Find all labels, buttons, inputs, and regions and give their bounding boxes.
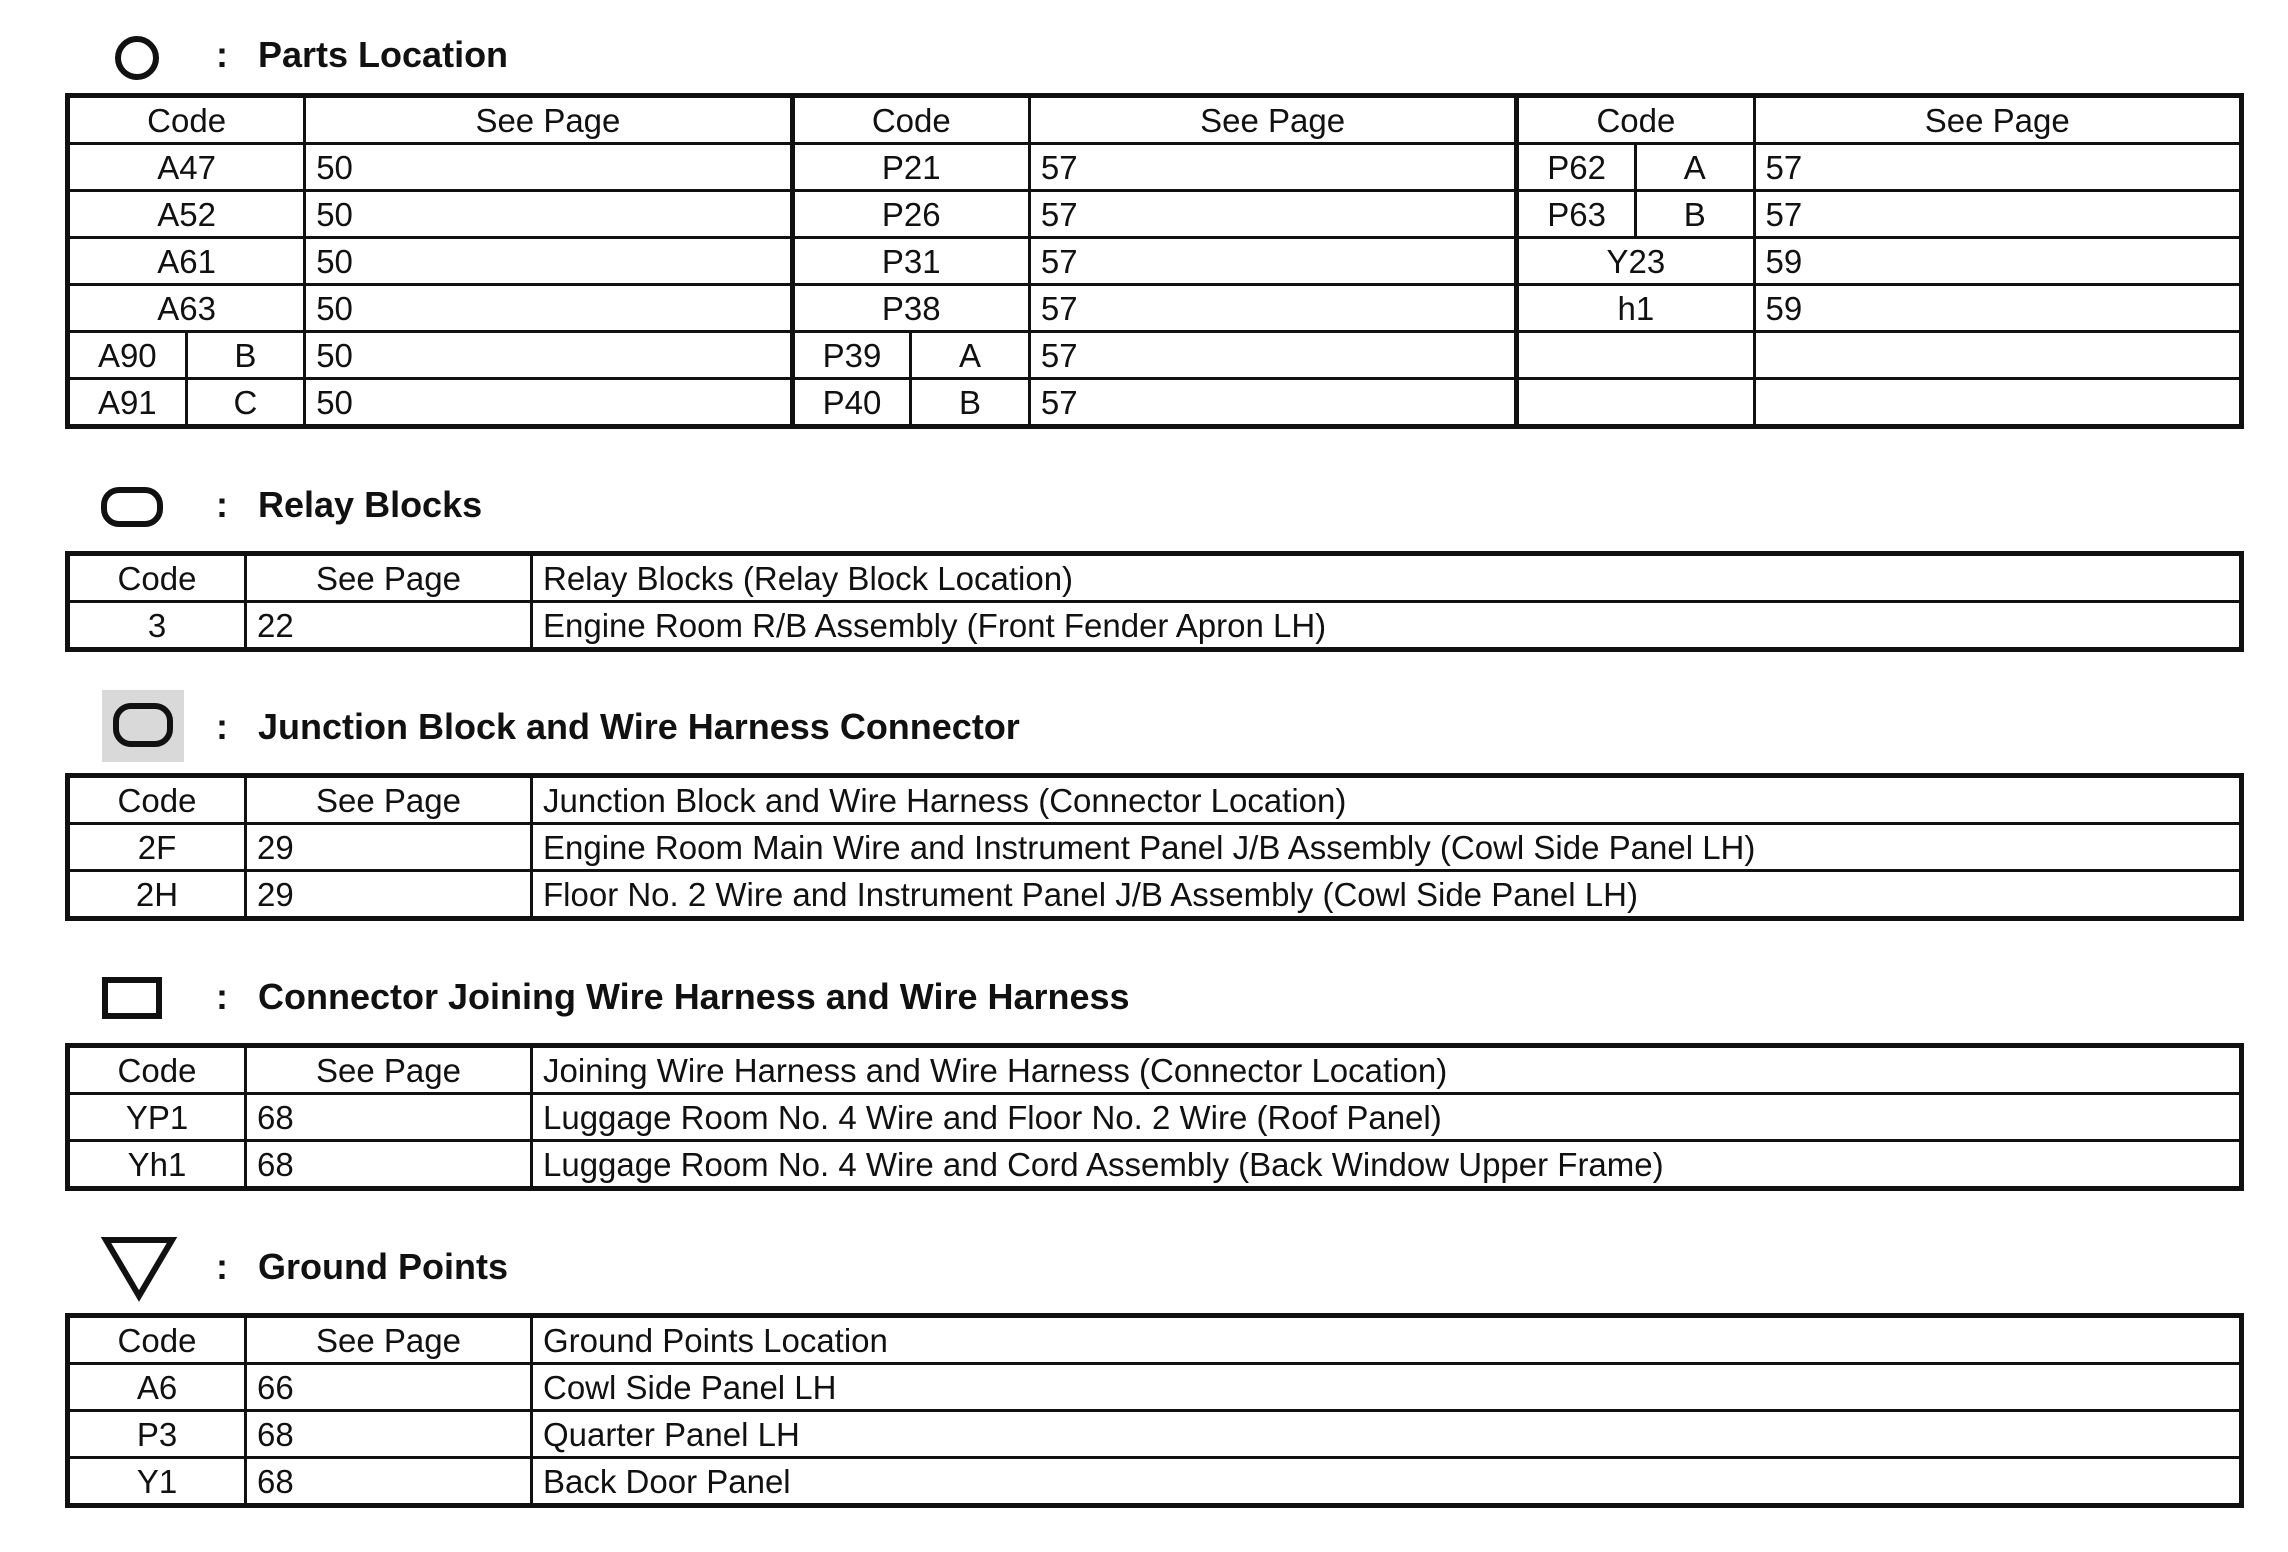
description-cell: Floor No. 2 Wire and Instrument Panel J/B Assembly (Cowl Side Panel LH) [532, 871, 2242, 919]
section-title: Relay Blocks [258, 484, 483, 525]
page-cell: 68 [246, 1094, 532, 1141]
page-cell: 57 [1754, 191, 2241, 238]
code-cell: P40 [792, 379, 911, 427]
sub-code-cell: A [1635, 144, 1754, 191]
section-colon: : [216, 706, 228, 747]
page-cell: 50 [305, 191, 792, 238]
sub-code-cell: B [186, 332, 305, 379]
code-cell: Yh1 [68, 1141, 246, 1189]
header-cell: See Page [246, 776, 532, 824]
section-header-connector-joining [0, 960, 1300, 1030]
section-colon: : [216, 1246, 228, 1287]
page-cell [1754, 332, 2241, 379]
page-cell: 57 [1754, 144, 2241, 191]
sub-code-cell: A [911, 332, 1030, 379]
circle-icon [115, 36, 159, 80]
table-row [68, 1141, 2242, 1189]
page-cell: 29 [246, 824, 532, 871]
code-cell: Y1 [68, 1458, 246, 1506]
junction-block-table [65, 773, 2244, 921]
header-cell: Joining Wire Harness and Wire Harness (Connector Location) [532, 1046, 2242, 1094]
header-cell: See Page [1754, 96, 2241, 144]
table-header-row [68, 776, 2242, 824]
table-header-row [68, 96, 2242, 144]
ground-points-table [65, 1313, 2244, 1508]
sub-code-cell: B [1635, 191, 1754, 238]
sub-code-cell: B [911, 379, 1030, 427]
page-cell: 68 [246, 1458, 532, 1506]
code-cell: P21 [792, 144, 1029, 191]
rounded-rectangle-icon [101, 487, 163, 527]
sub-code-cell: C [186, 379, 305, 427]
rectangle-icon [102, 977, 162, 1019]
header-cell: See Page [246, 554, 532, 602]
code-cell: P31 [792, 238, 1029, 285]
header-cell: Code [68, 1046, 246, 1094]
code-cell: P39 [792, 332, 911, 379]
code-cell: 3 [68, 602, 246, 650]
code-cell: A61 [68, 238, 305, 285]
code-cell: 2F [68, 824, 246, 871]
header-cell: Code [1517, 96, 1754, 144]
page-cell: 50 [305, 379, 792, 427]
table-row [68, 602, 2242, 650]
header-cell: See Page [1029, 96, 1516, 144]
table-row [68, 238, 2242, 285]
page-cell: 57 [1029, 144, 1516, 191]
code-cell: P62 [1517, 144, 1636, 191]
code-cell: YP1 [68, 1094, 246, 1141]
description-cell: Cowl Side Panel LH [532, 1364, 2242, 1411]
code-cell: A91 [68, 379, 187, 427]
table-row [68, 1364, 2242, 1411]
page-cell: 57 [1029, 238, 1516, 285]
section-header-relay-blocks [0, 468, 1000, 538]
table-row [68, 1411, 2242, 1458]
header-cell: See Page [246, 1316, 532, 1364]
description-cell: Luggage Room No. 4 Wire and Cord Assembly (Back Window Upper Frame) [532, 1141, 2242, 1189]
description-cell: Quarter Panel LH [532, 1411, 2242, 1458]
page-cell: 68 [246, 1141, 532, 1189]
header-cell: Code [68, 554, 246, 602]
header-cell: Junction Block and Wire Harness (Connector Location) [532, 776, 2242, 824]
page-cell: 50 [305, 332, 792, 379]
page-cell: 57 [1029, 285, 1516, 332]
description-cell: Engine Room R/B Assembly (Front Fender Apron LH) [532, 602, 2242, 650]
header-cell: Ground Points Location [532, 1316, 2242, 1364]
header-cell: See Page [305, 96, 792, 144]
section-colon: : [216, 484, 228, 525]
header-cell: Relay Blocks (Relay Block Location) [532, 554, 2242, 602]
description-cell: Luggage Room No. 4 Wire and Floor No. 2 Wire (Roof Panel) [532, 1094, 2242, 1141]
connector-joining-table [65, 1043, 2244, 1191]
page-cell: 57 [1029, 332, 1516, 379]
page-cell: 68 [246, 1411, 532, 1458]
page-cell: 29 [246, 871, 532, 919]
header-cell: Code [792, 96, 1029, 144]
table-row [68, 871, 2242, 919]
code-cell: 2H [68, 871, 246, 919]
table-row [68, 379, 2242, 427]
table-row [68, 332, 2242, 379]
table-row [68, 824, 2242, 871]
page-cell: 57 [1029, 191, 1516, 238]
section-colon: : [216, 34, 228, 75]
section-title: Parts Location [258, 34, 509, 75]
description-cell: Engine Room Main Wire and Instrument Panel J/B Assembly (Cowl Side Panel LH) [532, 824, 2242, 871]
page-cell: 50 [305, 285, 792, 332]
section-title: Connector Joining Wire Harness and Wire Harness [258, 976, 1130, 1017]
header-cell: Code [68, 1316, 246, 1364]
description-cell: Back Door Panel [532, 1458, 2242, 1506]
code-cell: P26 [792, 191, 1029, 238]
table-row [68, 285, 2242, 332]
code-cell [1517, 379, 1754, 427]
table-header-row [68, 554, 2242, 602]
code-cell: P38 [792, 285, 1029, 332]
page-cell [1754, 379, 2241, 427]
section-colon: : [216, 976, 228, 1017]
table-row [68, 1458, 2242, 1506]
header-cell: Code [68, 776, 246, 824]
page-cell: 57 [1029, 379, 1516, 427]
page-cell: 22 [246, 602, 532, 650]
code-cell [1517, 332, 1754, 379]
code-cell: Y23 [1517, 238, 1754, 285]
triangle-icon [100, 1234, 178, 1302]
page-cell: 59 [1754, 285, 2241, 332]
table-header-row [68, 1316, 2242, 1364]
page-cell: 59 [1754, 238, 2241, 285]
filled-rounded-rectangle-icon [113, 703, 173, 747]
section-title: Ground Points [258, 1246, 508, 1287]
page-cell: 50 [305, 144, 792, 191]
code-cell: h1 [1517, 285, 1754, 332]
table-row [68, 1094, 2242, 1141]
code-cell: A47 [68, 144, 305, 191]
page-cell: 66 [246, 1364, 532, 1411]
header-cell: See Page [246, 1046, 532, 1094]
table-row [68, 144, 2242, 191]
section-title: Junction Block and Wire Harness Connector [258, 706, 1020, 747]
page-cell: 50 [305, 238, 792, 285]
code-cell: A90 [68, 332, 187, 379]
table-header-row [68, 1046, 2242, 1094]
section-header-junction-block [0, 690, 1200, 760]
code-cell: P63 [1517, 191, 1636, 238]
code-cell: P3 [68, 1411, 246, 1458]
header-cell: Code [68, 96, 305, 144]
code-cell: A6 [68, 1364, 246, 1411]
table-row [68, 191, 2242, 238]
section-header-parts-location [0, 20, 1000, 90]
parts-location-table [65, 93, 2244, 429]
code-cell: A63 [68, 285, 305, 332]
code-cell: A52 [68, 191, 305, 238]
section-header-ground-points [0, 1230, 1000, 1300]
relay-blocks-table [65, 551, 2244, 652]
